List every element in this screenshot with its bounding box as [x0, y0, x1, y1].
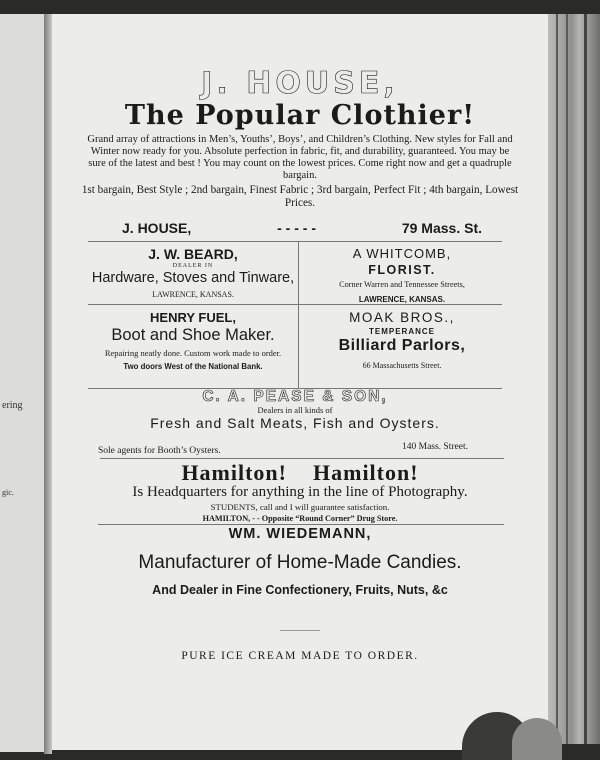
house-address-line — [122, 220, 482, 236]
divider — [98, 524, 504, 525]
house-address-dashes: - - - - - — [277, 220, 316, 236]
whitcomb-ad — [299, 246, 505, 304]
fuel-note: Repairing neatly done. Custom work made to order. — [104, 348, 282, 358]
wiedemann-ice-cream: PURE ICE CREAM MADE TO ORDER. — [181, 650, 419, 662]
wiedemann-ad — [72, 526, 528, 597]
hamilton-address-name: HAMILTON, — [202, 514, 251, 523]
pease-ad — [80, 388, 510, 431]
hamilton-title-a: Hamilton! — [181, 460, 287, 485]
left-page-fragment: ering — [2, 400, 23, 411]
hamilton-line: Is Headquarters for anything in the line of Photography. — [132, 484, 468, 500]
book-spine — [44, 14, 52, 754]
hamilton-ad — [88, 460, 512, 523]
advertisement-page — [52, 14, 548, 750]
hamilton-title-b: Hamilton! — [313, 460, 419, 485]
house-name: J. HOUSE, — [201, 66, 399, 101]
page-stack-edge — [548, 14, 600, 744]
whitcomb-city: LAWRENCE, KANSAS. — [358, 295, 446, 304]
wiedemann-line: Manufacturer of Home-Made Candies. — [138, 552, 462, 573]
moak-ad — [299, 310, 505, 370]
moak-address: 66 Massachusetts Street. — [362, 361, 442, 370]
divider — [100, 458, 504, 459]
divider — [88, 304, 502, 305]
scanner-finger — [512, 718, 562, 760]
beard-name: J. W. BEARD, — [148, 246, 238, 262]
wiedemann-name: WM. WIEDEMANN, — [228, 526, 372, 542]
pease-agents: Sole agents for Booth’s Oysters. — [98, 446, 221, 456]
divider — [88, 241, 502, 242]
hamilton-address-line — [88, 514, 512, 523]
beard-city: LAWRENCE, KANSAS. — [152, 290, 234, 299]
house-description: Grand array of attractions in Men’s, Youths’, Boys’, and Children’s Clothing. New styles for Fall and Winter now ready for you. Absolute perfection in fabric, fit, and durability, guaranteed. You may be sure of the latest and best ! You may count on the lowest prices. Come right now and get a quadruple bargain. — [87, 134, 513, 181]
hamilton-address: Opposite “Round Corner” Drug Store. — [261, 514, 398, 523]
house-address: 79 Mass. St. — [401, 220, 482, 236]
house-tagline: The Popular Clothier! — [124, 100, 476, 131]
whitcomb-title: FLORIST. — [368, 263, 436, 277]
house-bargains: 1st bargain, Best Style ; 2nd bargain, Finest Fabric ; 3rd bargain, Perfect Fit ; 4th bargain, Lowest Prices. — [81, 184, 519, 209]
hamilton-title — [88, 460, 512, 486]
wiedemann-dealer: And Dealer in Fine Confectionery, Fruits, Nuts, &c — [152, 583, 448, 597]
fuel-line: Boot and Shoe Maker. — [111, 326, 275, 344]
fuel-address: Two doors West of the National Bank. — [123, 362, 263, 371]
left-page-fragment: gic. — [2, 488, 14, 497]
whitcomb-name: A WHITCOMB, — [352, 246, 452, 261]
beard-line: Hardware, Stoves and Tinware, — [91, 270, 295, 286]
whitcomb-address: Corner Warren and Tennessee Streets, — [339, 280, 465, 289]
moak-name: MOAK BROS., — [349, 310, 455, 325]
hamilton-students: STUDENTS, call and I will guarantee satisfaction. — [210, 502, 390, 512]
moak-sub: TEMPERANCE — [368, 327, 435, 336]
hamilton-address-dashes: - - — [252, 514, 260, 523]
left-page-edge — [0, 14, 46, 752]
moak-line: Billiard Parlors, — [338, 337, 466, 354]
beard-sub: DEALER IN — [172, 263, 214, 269]
house-address-name: J. HOUSE, — [122, 220, 192, 236]
pease-sub: Dealers in all kinds of — [257, 405, 333, 415]
fuel-ad — [88, 310, 298, 371]
ornament-rule — [280, 630, 320, 631]
pease-line: Fresh and Salt Meats, Fish and Oysters. — [150, 415, 440, 431]
fuel-name: HENRY FUEL, — [150, 310, 236, 325]
pease-name: C. A. PEASE & SON, — [202, 388, 388, 405]
pease-address: 140 Mass. Street. — [402, 442, 468, 452]
beard-ad — [88, 246, 298, 299]
